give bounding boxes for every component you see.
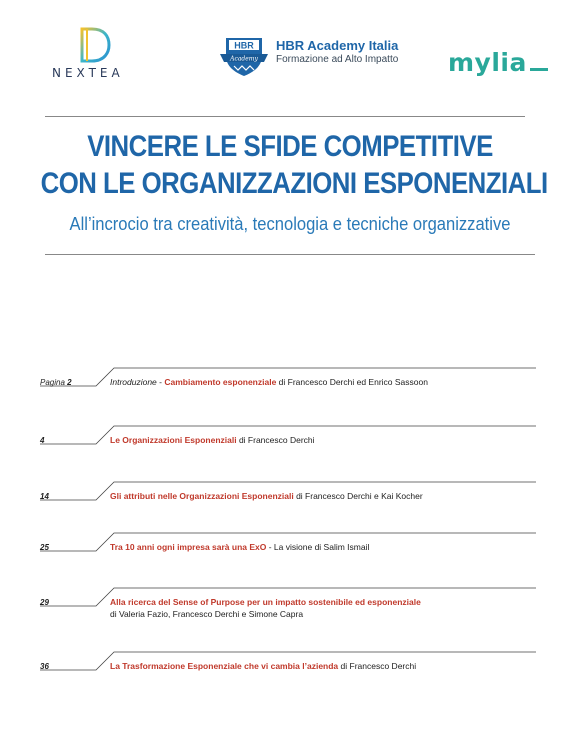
toc-page-value: 29	[40, 598, 49, 607]
toc-authors: di Francesco Derchi e Kai Kocher	[293, 491, 423, 501]
toc-sep: -	[156, 377, 165, 387]
toc-title: Alla ricerca del Sense of Purpose per un impatto sostenibile ed esponenziale	[110, 597, 421, 607]
toc-authors: di Francesco Derchi ed Enrico Sassoon	[276, 377, 428, 387]
toc-page-prefix: Pagina	[40, 378, 68, 387]
hbr-badge-sub: Academy	[230, 55, 258, 63]
hbr-name: HBR Academy Italia	[276, 38, 399, 53]
mylia-logo	[448, 48, 548, 77]
mylia-wordmark: mylia	[448, 48, 527, 77]
toc-page-number	[40, 543, 49, 552]
subtitle-divider	[45, 254, 535, 255]
toc-authors: di Francesco Derchi	[236, 435, 315, 445]
toc-page-value: 25	[40, 543, 49, 552]
toc-entry[interactable]	[0, 424, 580, 472]
mylia-underscore	[530, 68, 548, 71]
toc-entry[interactable]	[0, 366, 580, 414]
top-divider	[45, 116, 525, 117]
toc-page-number	[40, 436, 44, 445]
toc-entry-text	[110, 376, 428, 388]
toc-entry-text	[110, 596, 421, 620]
page-title	[0, 128, 580, 202]
toc-authors: - La visione di Salim Ismail	[266, 542, 370, 552]
toc-entry-text	[110, 434, 315, 446]
logo-bar	[0, 26, 580, 86]
toc-entry[interactable]	[0, 531, 580, 579]
toc-page-value: 2	[67, 378, 72, 387]
toc-page-number	[40, 598, 49, 607]
toc-title: Tra 10 anni ogni impresa sarà una ExO	[110, 542, 267, 552]
hbr-academy-logo	[218, 34, 418, 84]
toc-entry[interactable]	[0, 586, 580, 634]
toc-page-number	[40, 378, 72, 387]
toc-authors-line2: di Valeria Fazio, Francesco Derchi e Simone Capra	[110, 609, 304, 619]
toc-entry[interactable]	[0, 650, 580, 698]
hbr-badge-text: HBR	[234, 40, 254, 51]
nextea-logo	[50, 26, 140, 82]
toc-page-number	[40, 662, 49, 671]
page-subtitle: All’incrocio tra creatività, tecnologia e tecniche organizzative	[69, 214, 511, 234]
toc-title: Gli attributi nelle Organizzazioni Esponenziali	[110, 491, 294, 501]
hbr-tagline: Formazione ad Alto Impatto	[276, 54, 399, 65]
title-line-1: VINCERE LE SFIDE COMPETITIVE	[87, 130, 493, 163]
toc-title: Cambiamento esponenziale	[164, 377, 277, 387]
toc-entry-text	[110, 490, 423, 502]
toc-title: La Trasformazione Esponenziale che vi cambia l’azienda	[110, 661, 339, 671]
toc-entry-text	[110, 660, 416, 672]
hbr-crest-icon	[218, 34, 270, 78]
toc-authors: di Francesco Derchi	[338, 661, 417, 671]
nextea-wordmark: NEXTEA	[52, 66, 124, 80]
toc-page-number	[40, 492, 49, 501]
toc-title: Le Organizzazioni Esponenziali	[110, 435, 237, 445]
title-line-2: CON LE ORGANIZZAZIONI ESPONENZIALI	[40, 167, 548, 200]
toc-intro: Introduzione	[110, 377, 157, 387]
toc-page-value: 36	[40, 662, 49, 671]
toc-entry-text	[110, 541, 369, 553]
nextea-d-icon	[78, 26, 112, 64]
toc-entry[interactable]	[0, 480, 580, 528]
toc-page-value: 14	[40, 492, 49, 501]
toc-page-value: 4	[40, 436, 45, 445]
